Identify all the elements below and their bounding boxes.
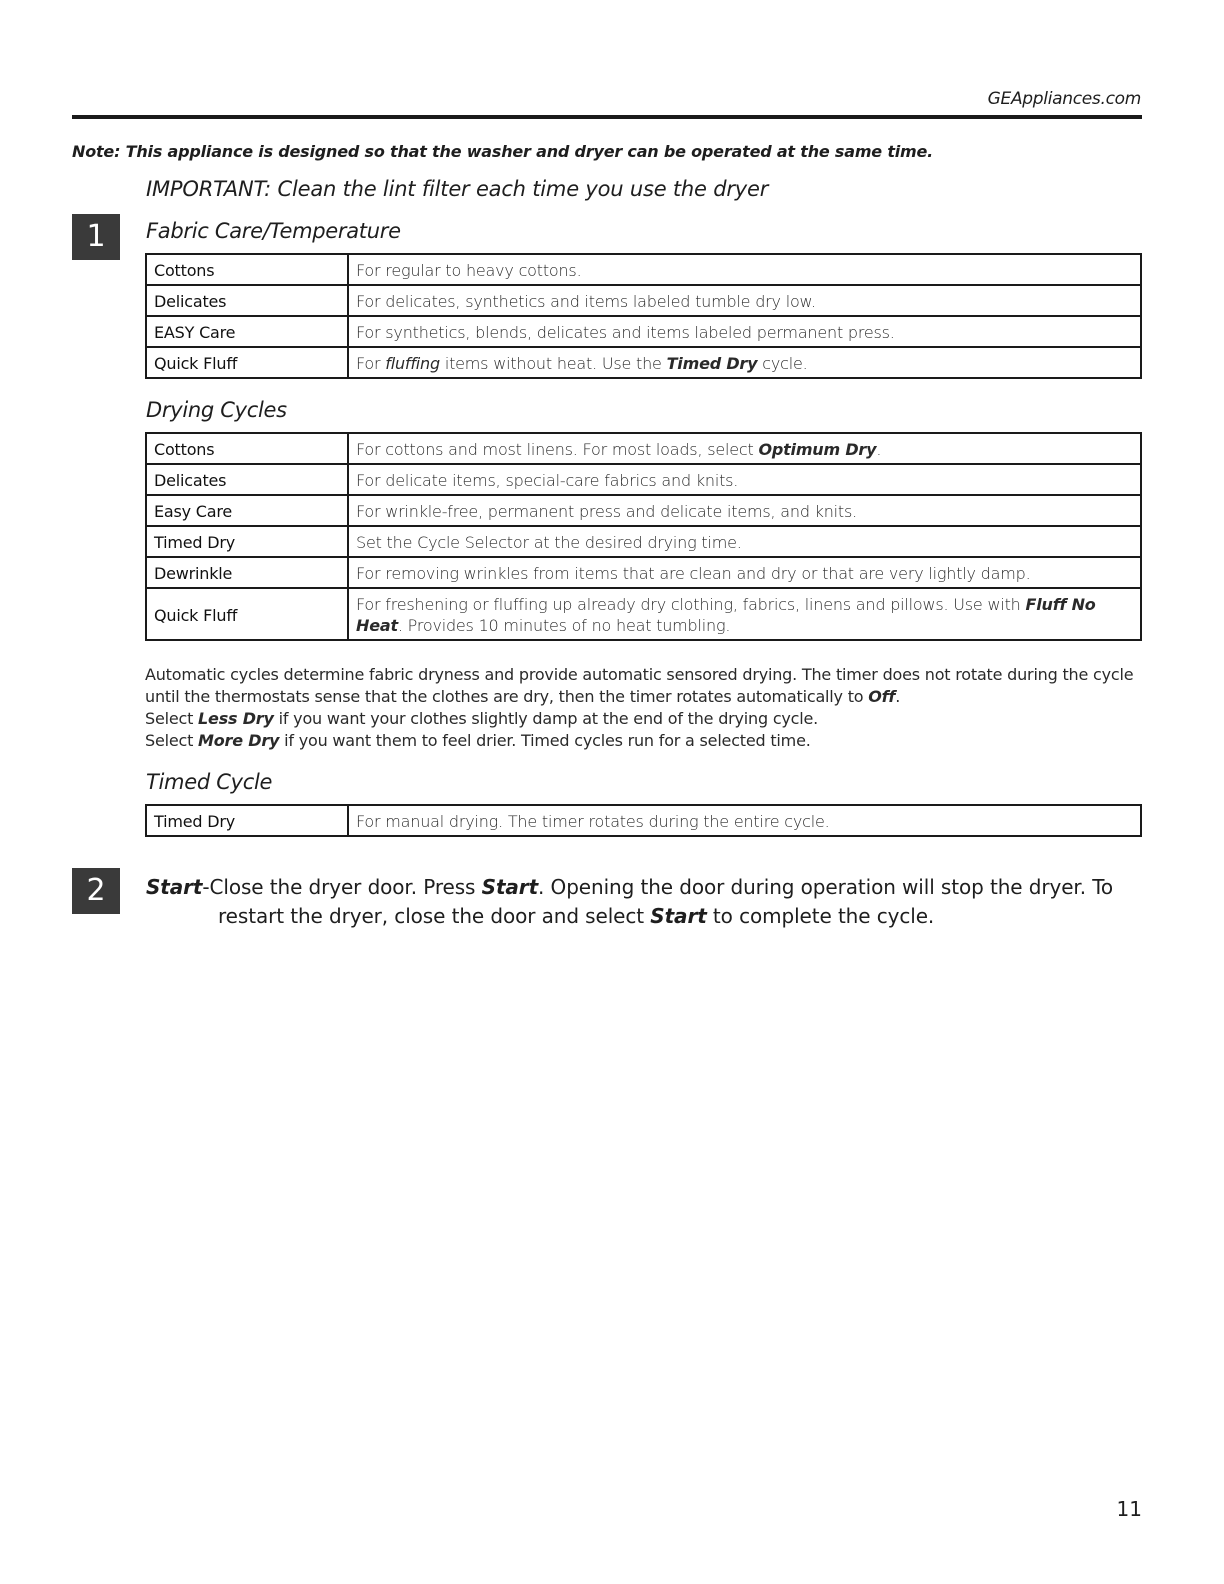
cycle-description [348,347,1141,378]
text-part: if you want your clothes slightly damp at the end of the drying cycle. [273,709,819,728]
desc-emphasis: Timed Dry [666,354,758,373]
automatic-cycles-paragraph [145,664,1145,752]
table-row [146,347,1141,378]
desc-part: cycle. [757,354,808,373]
text-emphasis: Start [650,904,707,928]
cycle-name: Cottons [146,433,348,464]
table-row [146,495,1141,526]
cycle-name: Cottons [146,254,348,285]
cycle-description [348,588,1141,640]
desc-part: . [876,440,882,459]
cycle-description: For removing wrinkles from items that are clean and dry or that are very lightly damp. [348,557,1141,588]
text-part: Select [145,731,199,750]
start-line-1 [146,873,1146,902]
page-number: 11 [1116,1497,1142,1521]
text-part: Automatic cycles determine fabric dryness and provide automatic sensored drying. The timer does not rotate during the cycle until the thermostats sense that the clothes are dry, then the timer rotates automatically to [145,665,1134,706]
text-emphasis: Start [146,875,203,899]
cycle-name: Timed Dry [146,526,348,557]
text-emphasis: Start [481,875,539,899]
text-part: . Opening the door during operation will stop the dryer. To [538,875,1114,899]
cycle-description: For regular to heavy cottons. [348,254,1141,285]
para-line [145,664,1145,708]
desc-emphasis: Optimum Dry [758,440,877,459]
site-url: GEAppliances.com [987,89,1141,109]
timed-cycle-title: Timed Cycle [146,770,273,794]
cycle-name: Quick Fluff [146,347,348,378]
cycle-name: Quick Fluff [146,588,348,640]
cycle-name: EASY Care [146,316,348,347]
para-line [145,708,1145,730]
table-row [146,805,1141,836]
text-part: -Close the dryer door. Press [202,875,482,899]
step-2-badge: 2 [72,868,120,914]
desc-part: items without heat. Use the [439,354,667,373]
desc-emphasis: Fluff No Heat [356,595,1096,635]
table-row [146,526,1141,557]
desc-emphasis: fluffing [385,354,440,373]
cycle-description: For manual drying. The timer rotates during the entire cycle. [348,805,1141,836]
cycle-name: Delicates [146,285,348,316]
timed-cycle-table [145,804,1142,837]
start-instructions [146,873,1146,931]
text-part: to complete the cycle. [706,904,935,928]
desc-part: For [356,354,386,373]
text-emphasis: Less Dry [198,709,274,728]
table-row [146,316,1141,347]
cycle-description [348,433,1141,464]
step-1-badge: 1 [72,214,120,260]
text-part: restart the dryer, close the door and select [218,904,651,928]
text-part: if you want them to feel drier. Timed cycles run for a selected time. [279,731,811,750]
table-row [146,433,1141,464]
drying-cycles-title: Drying Cycles [146,398,287,422]
text-part: . [895,687,901,706]
cycle-description: For delicates, synthetics and items labeled tumble dry low. [348,285,1141,316]
cycle-name: Easy Care [146,495,348,526]
table-row [146,588,1141,640]
table-row [146,464,1141,495]
desc-part: . Provides 10 minutes of no heat tumbling. [397,616,731,635]
important-heading: IMPORTANT: Clean the lint filter each time you use the dryer [146,177,769,201]
cycle-name: Dewrinkle [146,557,348,588]
cycle-description: Set the Cycle Selector at the desired drying time. [348,526,1141,557]
header-rule [72,115,1142,119]
table-row [146,557,1141,588]
note-text: Note: This appliance is designed so that the washer and dryer can be operated at the same time. [72,142,934,161]
cycle-description: For wrinkle-free, permanent press and delicate items, and knits. [348,495,1141,526]
desc-part: For freshening or fluffing up already dry clothing, fabrics, linens and pillows. Use with [356,595,1026,614]
fabric-care-table [145,253,1142,379]
text-emphasis: More Dry [198,731,280,750]
drying-cycles-table [145,432,1142,641]
table-row [146,285,1141,316]
cycle-description: For synthetics, blends, delicates and items labeled permanent press. [348,316,1141,347]
cycle-name: Delicates [146,464,348,495]
table-row [146,254,1141,285]
para-line [145,730,1145,752]
text-emphasis: Off [868,687,896,706]
cycle-name: Timed Dry [146,805,348,836]
desc-part: For cottons and most linens. For most loads, select [356,440,759,459]
cycle-description: For delicate items, special-care fabrics and knits. [348,464,1141,495]
start-line-2 [146,902,1146,931]
fabric-care-title: Fabric Care/Temperature [146,219,401,243]
text-part: Select [145,709,199,728]
